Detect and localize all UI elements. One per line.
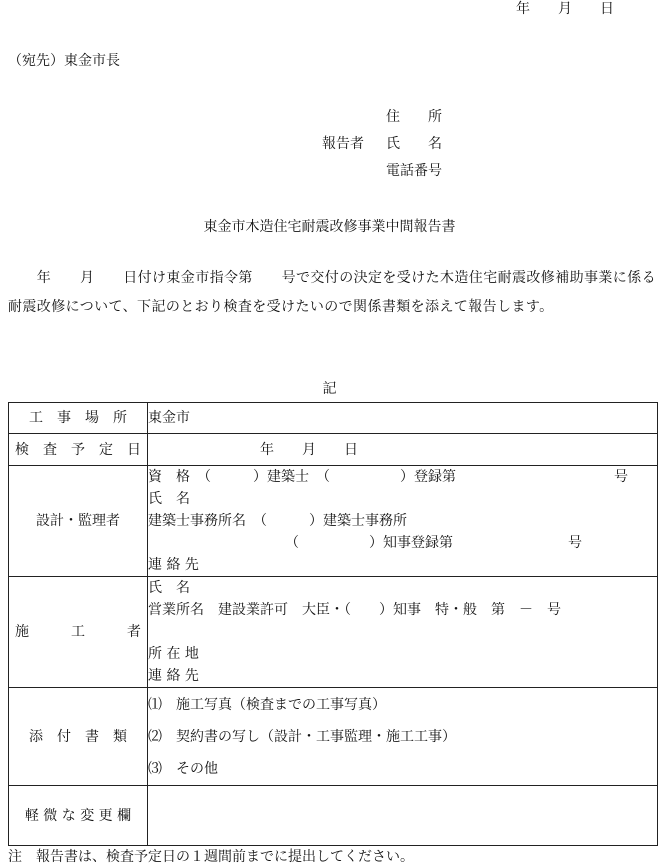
phone-label: 電話番号: [386, 163, 442, 179]
design-contact: 連 絡 先: [148, 557, 199, 573]
date-line: 年 月 日: [516, 1, 614, 17]
footer-note: 注 報告書は、検査予定日の１週間前までに提出してください。: [8, 849, 414, 865]
design-name: 氏 名: [148, 491, 190, 507]
ki-heading: 記: [322, 381, 337, 397]
contractor-cell[interactable]: [148, 577, 658, 688]
attachment-item: ⑶ その他: [148, 760, 218, 777]
contractor-address: 所 在 地: [148, 646, 199, 662]
attachment-item: ⑴ 施工写真（検査までの工事写真）: [148, 696, 386, 713]
minor-changes-label: 軽 微 な 変 更 欄: [9, 786, 148, 846]
design-qualification: 資 格 （ ）建築士 （ ）登録第: [148, 469, 456, 485]
inspection-date-text: 年 月 日: [260, 441, 358, 458]
minor-changes-field[interactable]: [148, 786, 658, 846]
design-office-registration: （ ）知事登録第: [285, 535, 453, 551]
attachments-label: 添 付 書 類: [9, 688, 148, 786]
design-qualification-go: 号: [614, 469, 628, 485]
design-office: 建築士事務所名 （ ）建築士事務所: [148, 513, 407, 529]
address-label: 住 所: [386, 109, 442, 125]
addressee: （宛先）東金市長: [8, 53, 120, 69]
reporter-role-label: 報告者: [322, 136, 364, 152]
contractor-label: 施 工 者: [9, 577, 148, 688]
document-title: 東金市木造住宅耐震改修事業中間報告書: [203, 219, 456, 235]
attachment-item: ⑵ 契約書の写し（設計・工事監理・施工工事）: [148, 728, 456, 745]
design-supervisor-cell[interactable]: [148, 466, 658, 577]
contractor-business: 営業所名 建設業許可 大臣・（ ）知事 特・般 第 － 号: [148, 602, 561, 618]
inspection-date-label: 検 査 予 定 日: [9, 434, 148, 466]
design-supervisor-label: 設計・監理者: [9, 466, 148, 577]
attachments-cell[interactable]: [148, 688, 658, 786]
inspection-date-value[interactable]: [148, 434, 658, 466]
design-office-registration-go: 号: [568, 535, 582, 551]
contractor-contact: 連 絡 先: [148, 668, 199, 684]
site-value[interactable]: 東金市: [148, 403, 658, 434]
name-label: 氏 名: [386, 136, 442, 152]
report-form-table: [8, 402, 658, 846]
site-label: 工 事 場 所: [9, 403, 148, 434]
contractor-name: 氏 名: [148, 580, 190, 596]
body-paragraph: 年 月 日付け東金市指令第 号で交付の決定を受けた木造住宅耐震改修補助事業に係る耐震改修について、下記のとおり検査を受けたいので関係書類を添えて報告します。: [8, 270, 656, 315]
